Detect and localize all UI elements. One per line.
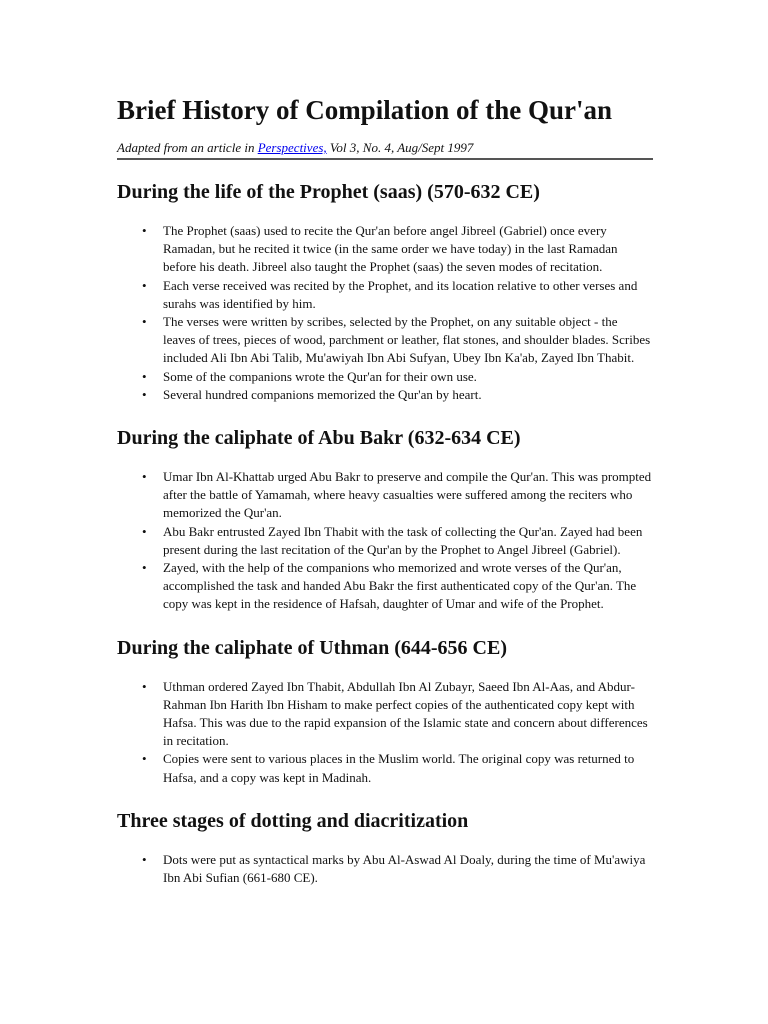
- list-item-text: Copies were sent to various places in the Muslim world. The original copy was returned to Hafsa, and a copy was kept in Madinah.: [163, 751, 635, 785]
- list-item: [142, 468, 653, 523]
- bullet-icon: •: [142, 368, 147, 384]
- bullet-icon: •: [142, 314, 147, 330]
- list-item: [142, 313, 653, 368]
- bullet-list: [117, 851, 653, 887]
- bullet-icon: •: [142, 560, 147, 576]
- bullet-icon: •: [142, 386, 147, 402]
- bullet-icon: •: [142, 223, 147, 238]
- list-item-text: The Prophet (saas) used to recite the Qur'an before angel Jibreel (Gabriel) once every Ramadan, but he recited it twice (in the same order we have today) in the last Ramadan before his death. Jibreel also taught the Prophet (saas) the seven modes of recitation.: [163, 223, 618, 275]
- list-item-text: Dots were put as syntactical marks by Abu Al-Aswad Al Doaly, during the time of Mu'awiya Ibn Abi Sufian (661-680 CE).: [163, 851, 646, 886]
- byline: [117, 140, 653, 160]
- bullet-icon: •: [142, 851, 147, 867]
- section-heading: During the caliphate of Uthman (644-656 CE): [117, 636, 507, 659]
- bullet-icon: •: [142, 751, 147, 767]
- list-item: [142, 750, 653, 786]
- bullet-list: [117, 222, 653, 404]
- bullet-icon: •: [142, 277, 147, 293]
- list-item-text: Umar Ibn Al-Khattab urged Abu Bakr to preserve and compile the Qur'an. This was prompted after the battle of Yamamah, where heavy casualties were suffered among the reciters who memorized the Qur'an.: [163, 469, 652, 521]
- sections-container: [117, 180, 653, 887]
- bullet-icon: •: [142, 469, 147, 485]
- list-item: [142, 368, 653, 386]
- bullet-list: [117, 678, 653, 787]
- list-item: [142, 386, 653, 404]
- section-heading: During the life of the Prophet (saas) (570-632 CE): [117, 181, 540, 203]
- document-page: [117, 92, 653, 887]
- list-item-text: Uthman ordered Zayed Ibn Thabit, Abdullah Ibn Al Zubayr, Saeed Ibn Al-Aas, and Abdur-Rahman Ibn Harith Ibn Hisham to make perfect copies of the authenticated copy kept with Hafsa. This was due to the rapid expansion of the Islamic state and concern about differences in recitation.: [163, 678, 648, 749]
- byline-suffix: Vol 3, No. 4, Aug/Sept 1997: [326, 140, 474, 155]
- bullet-icon: •: [142, 523, 147, 539]
- list-item: [142, 277, 653, 313]
- list-item: [142, 851, 653, 887]
- list-item-text: Abu Bakr entrusted Zayed Ibn Thabit with the task of collecting the Qur'an. Zayed had been present during the last recitation of the Qur'an by the Prophet to Angel Jibreel (Gabriel).: [163, 523, 643, 557]
- section-heading: Three stages of dotting and diacritization: [117, 809, 469, 832]
- bullet-list: [117, 468, 653, 614]
- bullet-icon: •: [142, 678, 147, 694]
- section-heading: During the caliphate of Abu Bakr (632-634 CE): [117, 427, 521, 450]
- list-item: [142, 678, 653, 751]
- list-item-text: Several hundred companions memorized the Qur'an by heart.: [163, 386, 482, 402]
- byline-prefix: Adapted from an article in: [117, 140, 258, 155]
- list-item: [142, 222, 653, 277]
- list-item-text: Zayed, with the help of the companions who memorized and wrote verses of the Qur'an, accomplished the task and handed Abu Bakr the first authenticated copy of the Qur'an. The copy was kept in the residence of Hafsah, daughter of Umar and wife of the Prophet.: [163, 560, 637, 612]
- list-item-text: The verses were written by scribes, selected by the Prophet, on any suitable object - the leaves of trees, pieces of wood, parchment or leather, flat stones, and shoulder blades. Scribes included Ali Ibn Abi Talib, Mu'awiyah Ibn Abi Sufyan, Ubey Ibn Ka'ab, Zayed Ibn Thabit.: [163, 314, 651, 366]
- page-title: Brief History of Compilation of the Qur'an: [117, 95, 612, 125]
- list-item: [142, 523, 653, 559]
- list-item: [142, 559, 653, 614]
- perspectives-link[interactable]: Perspectives,: [257, 140, 327, 155]
- list-item-text: Some of the companions wrote the Qur'an for their own use.: [163, 368, 477, 384]
- list-item-text: Each verse received was recited by the Prophet, and its location relative to other verses and surahs was identified by him.: [163, 277, 638, 311]
